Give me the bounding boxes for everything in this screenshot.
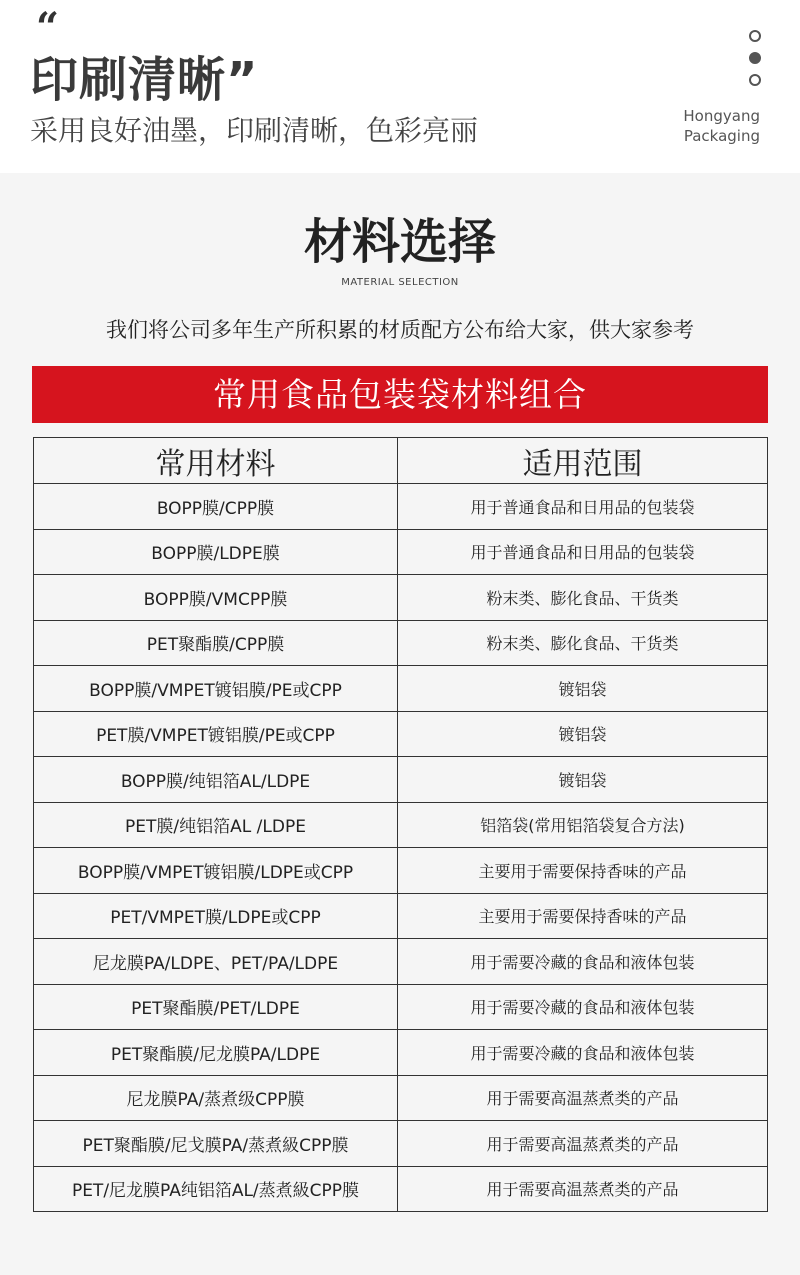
table-body [34,484,768,1212]
scope-cell: 用于需要高温蒸煮类的产品 [398,1166,768,1212]
table-row [34,620,768,666]
scope-cell: 用于需要高温蒸煮类的产品 [398,1075,768,1121]
header-title: 印刷清晰” [30,52,259,108]
brand-line-1: Hongyang [683,107,760,125]
table-row [34,1030,768,1076]
scope-cell: 粉末类、膨化食品、干货类 [398,575,768,621]
table-row [34,529,768,575]
material-cell: PET聚酯膜/尼戈膜PA/蒸煮級CPP膜 [34,1121,398,1167]
scope-cell: 用于需要高温蒸煮类的产品 [398,1121,768,1167]
intro-text: 我们将公司多年生产所积累的材质配方公布给大家，供大家参考 [106,318,694,342]
material-cell: BOPP膜/VMPET镀铝膜/PE或CPP [34,666,398,712]
scope-cell: 用于需要冷藏的食品和液体包装 [398,1030,768,1076]
table-row [34,757,768,803]
dot-1 [749,30,761,42]
table-row [34,484,768,530]
material-cell: PET/尼龙膜PA纯铝箔AL/蒸煮級CPP膜 [34,1166,398,1212]
header-materials: 常用材料 [34,438,398,484]
brand-name [683,106,760,146]
table-row [34,802,768,848]
scope-cell: 镀铝袋 [398,711,768,757]
materials-table [33,437,768,1212]
scope-cell: 主要用于需要保持香味的产品 [398,893,768,939]
header-panel [0,0,800,173]
material-cell: PET膜/纯铝箔AL /LDPE [34,802,398,848]
table-row [34,575,768,621]
scope-cell: 主要用于需要保持香味的产品 [398,848,768,894]
table-row [34,1121,768,1167]
table-row [34,984,768,1030]
section-subtitle-en: MATERIAL SELECTION [341,277,459,288]
material-cell: PET聚酯膜/尼龙膜PA/LDPE [34,1030,398,1076]
material-cell: BOPP膜/CPP膜 [34,484,398,530]
table-header-row [34,438,768,484]
scope-cell: 用于普通食品和日用品的包装袋 [398,529,768,575]
table-row [34,666,768,712]
table-row [34,711,768,757]
header-scope: 适用范围 [398,438,768,484]
dot-2-active [749,52,761,64]
header-subtitle: 采用良好油墨，印刷清晰，色彩亮丽 [30,114,479,147]
dot-3 [749,74,761,86]
table-row [34,1166,768,1212]
scope-cell: 镀铝袋 [398,757,768,803]
material-cell: PET膜/VMPET镀铝膜/PE或CPP [34,711,398,757]
material-cell: BOPP膜/VMPET镀铝膜/LDPE或CPP [34,848,398,894]
material-cell: BOPP膜/纯铝箔AL/LDPE [34,757,398,803]
scope-cell: 用于需要冷藏的食品和液体包装 [398,984,768,1030]
open-quote-mark: “ [36,4,60,51]
table-row [34,1075,768,1121]
material-cell: PET/VMPET膜/LDPE或CPP [34,893,398,939]
scope-cell: 用于需要冷藏的食品和液体包装 [398,939,768,985]
table-banner: 常用食品包装袋材料组合 [32,366,768,423]
scope-cell: 用于普通食品和日用品的包装袋 [398,484,768,530]
scope-cell: 粉末类、膨化食品、干货类 [398,620,768,666]
carousel-dots [749,30,761,96]
material-cell: 尼龙膜PA/LDPE、PET/PA/LDPE [34,939,398,985]
material-cell: PET聚酯膜/CPP膜 [34,620,398,666]
table-row [34,848,768,894]
section-title: 材料选择 [303,214,496,270]
table-row [34,939,768,985]
material-cell: BOPP膜/LDPE膜 [34,529,398,575]
material-cell: 尼龙膜PA/蒸煮级CPP膜 [34,1075,398,1121]
scope-cell: 铝箔袋(常用铝箔袋复合方法) [398,802,768,848]
scope-cell: 镀铝袋 [398,666,768,712]
table-row [34,893,768,939]
material-cell: PET聚酯膜/PET/LDPE [34,984,398,1030]
material-cell: BOPP膜/VMCPP膜 [34,575,398,621]
brand-line-2: Packaging [683,127,760,145]
